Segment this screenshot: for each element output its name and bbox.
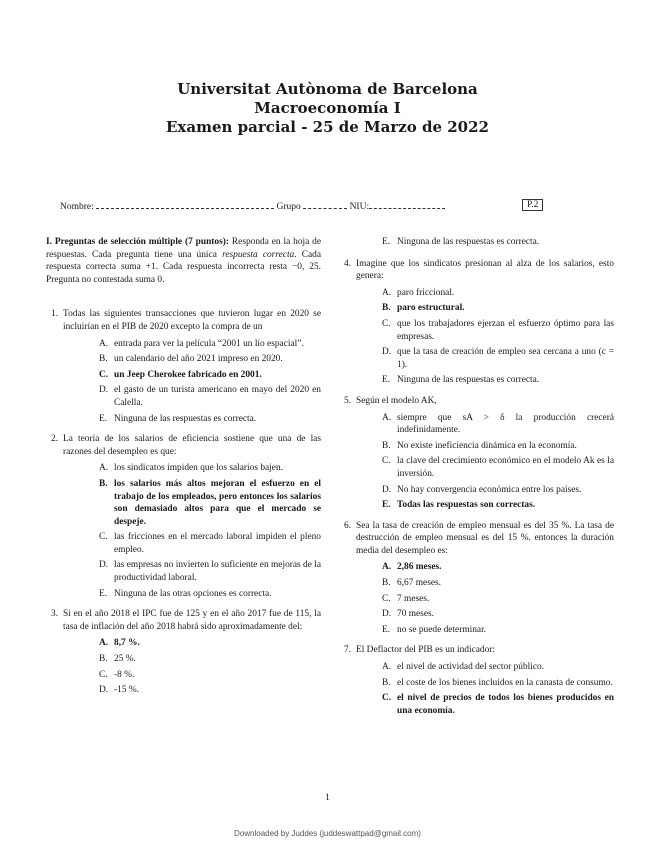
section-title: I. Preguntas de selección múltiple (7 puntos):	[46, 237, 230, 247]
option-label: B.	[382, 303, 391, 314]
option-label: D.	[382, 484, 392, 495]
question-number: 3.	[51, 609, 59, 620]
question-3	[46, 608, 321, 697]
option-text: -8 %.	[114, 669, 135, 680]
option-label: C.	[382, 693, 392, 704]
option-a-correct[interactable]	[382, 561, 614, 574]
option-label: E.	[382, 500, 391, 511]
option-text: paro estructural.	[397, 303, 465, 314]
left-column	[46, 236, 321, 705]
option-d[interactable]	[382, 608, 614, 621]
option-label: A.	[99, 463, 109, 474]
instructions-text-1: Responda en la hoja de respuestas. Cada pregunta tiene una única	[46, 237, 322, 260]
option-d[interactable]	[382, 484, 614, 497]
option-c[interactable]	[382, 455, 614, 480]
option-a[interactable]	[382, 661, 614, 674]
question-4	[339, 258, 614, 387]
question-text: El Deflactor del PIB es un indicador:	[356, 645, 496, 656]
option-text: que los trabajadores ejerzan el esfuerzo óptimo para las empresas.	[397, 318, 614, 342]
option-label: E.	[382, 624, 391, 635]
option-label: C.	[382, 456, 391, 467]
option-label: A.	[99, 338, 109, 349]
nombre-label: Nombre:	[60, 202, 94, 212]
option-c[interactable]	[99, 669, 321, 682]
option-text: -15 %.	[114, 685, 139, 696]
nombre-field[interactable]	[96, 199, 274, 209]
option-b[interactable]	[382, 577, 614, 590]
option-text: las fricciones en el mercado laboral impiden el pleno empleo.	[114, 532, 321, 555]
question-number: 5.	[344, 395, 352, 406]
page-number: 1	[325, 793, 330, 803]
question-text: Todas las siguientes transacciones que tuvieron lugar en 2020 se incluirían en el PIB de 2020 excepto la compra de un	[63, 309, 321, 332]
option-b[interactable]	[382, 440, 614, 453]
option-b-correct[interactable]	[99, 478, 321, 528]
option-d[interactable]	[99, 384, 321, 409]
option-c-correct[interactable]	[99, 369, 321, 382]
option-label: D.	[382, 347, 392, 358]
download-footer: Downloaded by Juddes (juddeswattpad@gmail.com)	[234, 829, 421, 838]
option-label: A.	[382, 562, 392, 573]
option-e[interactable]	[99, 413, 321, 426]
option-label: B.	[382, 677, 391, 688]
question-3-continued	[339, 236, 614, 249]
option-label: D.	[99, 560, 109, 571]
option-text: el gasto de un turista americano en mayo del 2020 en Calella.	[114, 385, 321, 408]
option-text: Ninguna de las otras opciones es correcta.	[114, 588, 272, 599]
niu-field[interactable]	[369, 199, 445, 209]
question-number: 6.	[344, 520, 352, 531]
option-text: el coste de los bienes incluidos en la canasta de consumo.	[397, 677, 613, 688]
option-label: D.	[382, 609, 392, 620]
question-text: Si en el año 2018 el IPC fue de 125 y en el año 2017 fue de 115, la tasa de inflación del año 2018 habrá sido aproximadamente del:	[63, 609, 321, 632]
course-title: Macroeconomía I	[254, 99, 401, 117]
option-text: los salarios más altos mejoran el esfuerzo en el trabajo de los empleados, pero entonces los salarios son demasiado altos para que el mercado se despeje.	[114, 478, 321, 527]
question-text: Imagine que los sindicatos presionan al alza de los salarios, esto genera:	[356, 258, 614, 282]
exam-version-box: P.2	[522, 199, 543, 211]
option-text: que la tasa de creación de empleo sea cercana a uno (c = 1).	[397, 347, 614, 370]
option-e[interactable]	[382, 624, 614, 637]
option-label: A.	[382, 412, 392, 423]
right-column	[339, 236, 614, 725]
exam-header	[0, 80, 655, 137]
question-2	[46, 433, 321, 600]
question-text: Sea la tasa de creación de empleo mensual es del 35 %. La tasa de destrucción de empleo mensual es del 15 %. entonces la duración media del desempleo es:	[356, 520, 614, 556]
option-text: un calendario del año 2021 impreso en 2020.	[114, 354, 283, 365]
option-label: C.	[99, 369, 109, 380]
option-label: E.	[382, 375, 391, 386]
option-label: E.	[382, 237, 391, 247]
option-label: B.	[99, 354, 108, 365]
grupo-label: Grupo	[276, 202, 301, 212]
option-a[interactable]	[99, 338, 321, 351]
exam-title: Examen parcial - 25 de Marzo de 2022	[166, 118, 489, 136]
option-text: Todas las respuestas son correctas.	[397, 500, 536, 511]
option-label: D.	[99, 685, 109, 696]
option-c-correct[interactable]	[382, 692, 614, 717]
option-b[interactable]	[99, 353, 321, 366]
option-c[interactable]	[382, 318, 614, 343]
option-text: No hay convergencia económica entre los países.	[397, 484, 582, 495]
option-text: entrada para ver la película “2001 un lío espacial”.	[114, 338, 304, 349]
option-label: C.	[99, 532, 108, 543]
option-text: 6,67 meses.	[397, 578, 442, 589]
option-label: C.	[382, 318, 391, 329]
university-title: Universitat Autònoma de Barcelona	[177, 80, 478, 98]
option-text: la clave del crecimiento económico en el modelo Ak es la inversión.	[397, 456, 614, 479]
option-text: 2,86 meses.	[397, 562, 442, 573]
option-label: C.	[99, 669, 108, 680]
option-a[interactable]	[382, 412, 614, 437]
option-text: 25 %.	[114, 654, 136, 665]
option-label: D.	[99, 385, 109, 396]
question-1	[46, 308, 321, 425]
option-d[interactable]	[99, 684, 321, 697]
option-text: No existe ineficiencia dinámica en la economía.	[397, 440, 577, 451]
option-label: E.	[99, 588, 108, 599]
option-a-correct[interactable]	[99, 637, 321, 650]
instructions	[46, 236, 321, 286]
question-number: 1.	[51, 309, 59, 320]
instructions-emphasis: respuesta correcta	[222, 249, 295, 260]
option-text: 8,7 %.	[114, 638, 140, 649]
question-6	[339, 520, 614, 637]
option-text: paro friccional.	[397, 287, 455, 298]
option-text: un Jeep Cherokee fabricado en 2001.	[114, 369, 262, 380]
question-5	[339, 395, 614, 512]
option-label: E.	[99, 413, 108, 424]
option-text: 70 meses.	[397, 609, 434, 620]
option-e[interactable]	[382, 374, 614, 387]
option-c[interactable]	[99, 531, 321, 556]
question-7	[339, 644, 614, 717]
option-label: A.	[382, 662, 392, 673]
option-text: las empresas no invierten lo suficiente en mejoras de la productividad laboral.	[114, 560, 321, 584]
option-b-correct[interactable]	[382, 302, 614, 315]
option-text: los sindicatos impiden que los salarios bajen.	[114, 463, 283, 474]
option-text: el nivel de precios de todos los bienes producidos en una economía.	[397, 693, 614, 716]
option-label: C.	[382, 593, 391, 604]
student-id-line	[60, 199, 545, 212]
option-label: A.	[99, 638, 109, 649]
option-d[interactable]	[382, 346, 614, 371]
option-text: siempre que sA > δ la producción crecerá indefinidamente.	[397, 412, 614, 436]
option-b[interactable]	[99, 653, 321, 666]
option-c[interactable]	[382, 593, 614, 606]
question-text: La teoría de los salarios de eficiencia sostiene que una de las razones del desempleo es que:	[63, 434, 321, 457]
question-number: 4.	[344, 258, 352, 269]
option-text: 7 meses.	[397, 593, 430, 604]
option-label: B.	[382, 578, 391, 589]
option-a[interactable]	[382, 287, 614, 300]
option-label: B.	[99, 654, 108, 665]
grupo-field[interactable]	[303, 199, 347, 209]
option-label: A.	[382, 287, 392, 298]
option-text: no se puede determinar.	[397, 624, 487, 635]
option-b[interactable]	[382, 677, 614, 690]
instructions-text-2: . Cada respuesta correcta suma +1. Cada respuesta incorrecta resta −0, 25. Pregunta no contestada suma 0.	[46, 249, 322, 285]
option-label: B.	[99, 478, 108, 489]
option-text: el nivel de actividad del sector público.	[397, 662, 545, 673]
option-text: Ninguna de las respuestas es correcta.	[397, 237, 540, 247]
option-text: Ninguna de las respuestas es correcta.	[114, 413, 257, 424]
option-e[interactable]	[382, 236, 614, 249]
option-label: B.	[382, 440, 391, 451]
question-number: 7.	[344, 645, 352, 656]
option-a[interactable]	[99, 462, 321, 475]
question-text: Según el modelo AK,	[356, 395, 437, 406]
option-text: Ninguna de las respuestas es correcta.	[397, 375, 540, 386]
option-d[interactable]	[99, 559, 321, 584]
question-number: 2.	[51, 434, 59, 445]
niu-label: NIU:	[349, 202, 370, 212]
option-e-correct[interactable]	[382, 499, 614, 512]
option-e[interactable]	[99, 588, 321, 601]
